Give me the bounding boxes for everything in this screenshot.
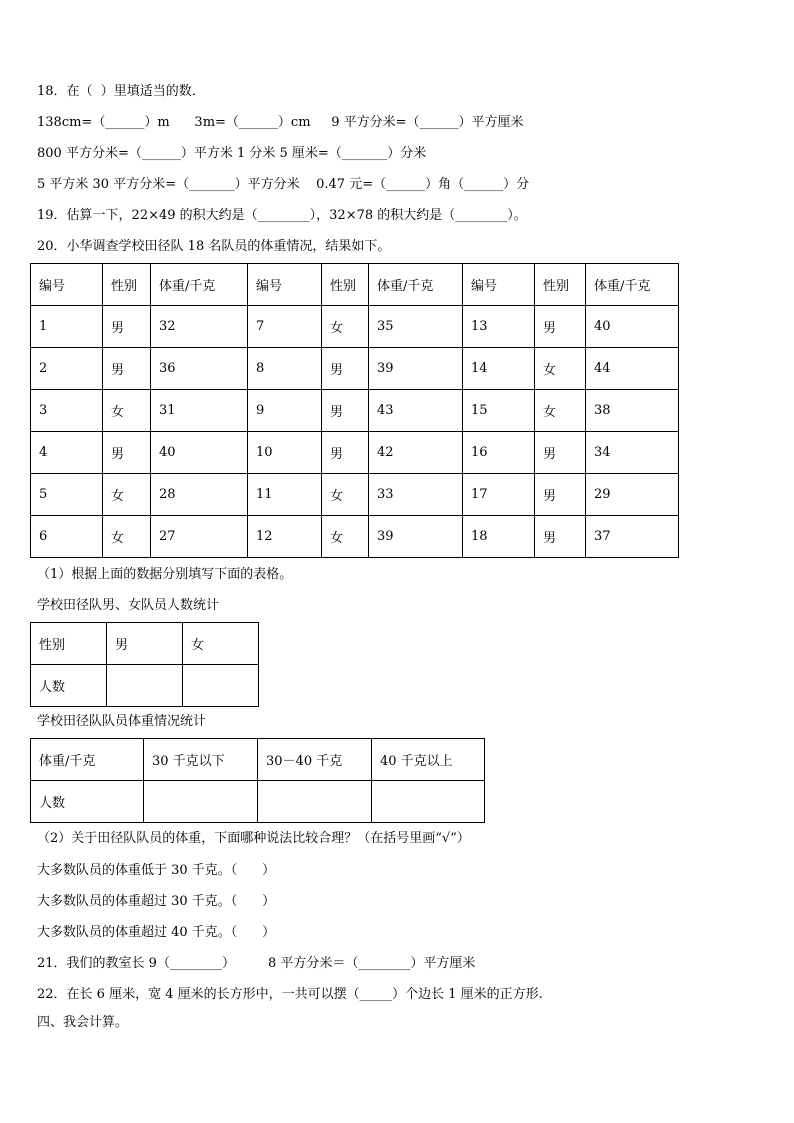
section-4-heading: 四、我会计算。: [37, 1015, 129, 1030]
gender-count-table: [30, 622, 259, 707]
table-cell: 42: [369, 432, 463, 474]
table-cell: 男: [322, 432, 369, 474]
q18-title: 18．在（ ）里填适当的数．: [37, 84, 205, 99]
table-cell: 男: [322, 390, 369, 432]
table-cell: 男: [103, 306, 151, 348]
header-cell: 30－40 千克: [258, 739, 372, 781]
answer-cell[interactable]: [107, 665, 183, 707]
header-cell: 30 千克以下: [144, 739, 258, 781]
header-cell: 女: [183, 623, 259, 665]
table-cell: 37: [586, 516, 679, 558]
table-cell: 33: [369, 474, 463, 516]
option-1: 大多数队员的体重低于 30 千克。（ ）: [37, 863, 276, 878]
q18-line2: 800 平方分米=（______）平方米 1 分米 5 厘米=（_______）分米: [37, 146, 427, 161]
q19-text: 19．估算一下，22×49 的积大约是（________），32×78 的积大约是（________）。: [37, 208, 527, 223]
table-row: [31, 432, 679, 474]
q22-text: 22．在长 6 厘米，宽 4 厘米的长方形中，一共可以摆（_____）个边长 1 厘米的正方形.: [37, 987, 543, 1002]
table-cell: 男: [535, 432, 586, 474]
header-cell: 性别: [31, 623, 107, 665]
header-cell: 40 千克以上: [372, 739, 485, 781]
answer-cell[interactable]: [372, 781, 485, 823]
table-cell: 7: [248, 306, 322, 348]
table-cell: 40: [586, 306, 679, 348]
table-cell: 12: [248, 516, 322, 558]
table-cell: 39: [369, 348, 463, 390]
table-cell: 34: [586, 432, 679, 474]
header-cell: 体重/千克: [369, 264, 463, 306]
table-cell: 男: [103, 432, 151, 474]
table-row: [31, 665, 259, 707]
row-label: 人数: [31, 781, 144, 823]
answer-cell[interactable]: [144, 781, 258, 823]
table-cell: 28: [151, 474, 248, 516]
header-cell: 体重/千克: [586, 264, 679, 306]
table-cell: 女: [322, 516, 369, 558]
table-cell: 9: [248, 390, 322, 432]
q20-intro: 20．小华调查学校田径队 18 名队员的体重情况，结果如下。: [37, 239, 391, 254]
table-cell: 5: [31, 474, 103, 516]
option-3: 大多数队员的体重超过 40 千克。（ ）: [37, 925, 276, 940]
table-cell: 男: [103, 348, 151, 390]
table-cell: 27: [151, 516, 248, 558]
table-cell: 女: [535, 348, 586, 390]
header-cell: 体重/千克: [31, 739, 144, 781]
table-cell: 8: [248, 348, 322, 390]
table-cell: 14: [463, 348, 535, 390]
table-row: [31, 516, 679, 558]
table-row: [31, 348, 679, 390]
header-cell: 编号: [248, 264, 322, 306]
table-cell: 18: [463, 516, 535, 558]
table-cell: 2: [31, 348, 103, 390]
header-cell: 男: [107, 623, 183, 665]
table-cell: 女: [322, 306, 369, 348]
table-row: [31, 306, 679, 348]
table-cell: 35: [369, 306, 463, 348]
header-cell: 编号: [31, 264, 103, 306]
table-cell: 男: [535, 306, 586, 348]
table-cell: 3: [31, 390, 103, 432]
table-cell: 43: [369, 390, 463, 432]
gender-table-caption: 学校田径队男、女队员人数统计: [37, 598, 220, 613]
table-header-row: [31, 264, 679, 306]
header-cell: 体重/千克: [151, 264, 248, 306]
table-row: [31, 474, 679, 516]
table-cell: 16: [463, 432, 535, 474]
answer-cell[interactable]: [183, 665, 259, 707]
q20-part1: （1）根据上面的数据分别填写下面的表格。: [37, 567, 293, 582]
table-cell: 38: [586, 390, 679, 432]
q18-line3: 5 平方米 30 平方分米=（_______）平方分米 0.47 元=（______）角（______）分: [37, 177, 530, 192]
table-cell: 女: [535, 390, 586, 432]
table-cell: 11: [248, 474, 322, 516]
row-label: 人数: [31, 665, 107, 707]
table-header-row: [31, 623, 259, 665]
table-cell: 女: [103, 390, 151, 432]
table-cell: 6: [31, 516, 103, 558]
table-header-row: [31, 739, 485, 781]
table-cell: 13: [463, 306, 535, 348]
weight-stat-table: [30, 738, 485, 823]
table-cell: 17: [463, 474, 535, 516]
table-row: [31, 781, 485, 823]
q21-text: 21．我们的教室长 9（________） 8 平方分米＝（________）平方厘米: [37, 956, 476, 971]
table-cell: 1: [31, 306, 103, 348]
q18-line1: 138cm=（______）m 3m=（______）cm 9 平方分米=（______）平方厘米: [37, 115, 524, 130]
header-cell: 性别: [535, 264, 586, 306]
table-cell: 10: [248, 432, 322, 474]
table-cell: 女: [103, 516, 151, 558]
header-cell: 性别: [322, 264, 369, 306]
answer-cell[interactable]: [258, 781, 372, 823]
table-cell: 40: [151, 432, 248, 474]
table-cell: 36: [151, 348, 248, 390]
option-2: 大多数队员的体重超过 30 千克。（ ）: [37, 894, 276, 909]
table-cell: 29: [586, 474, 679, 516]
table-cell: 32: [151, 306, 248, 348]
table-cell: 女: [322, 474, 369, 516]
table-cell: 44: [586, 348, 679, 390]
table-cell: 男: [535, 516, 586, 558]
weight-stat-caption: 学校田径队队员体重情况统计: [37, 714, 207, 729]
table-cell: 39: [369, 516, 463, 558]
q20-part2: （2）关于田径队队员的体重，下面哪种说法比较合理？（在括号里画“√”）: [37, 831, 470, 846]
table-cell: 4: [31, 432, 103, 474]
table-cell: 15: [463, 390, 535, 432]
weight-data-table: [30, 263, 679, 558]
table-cell: 男: [535, 474, 586, 516]
header-cell: 性别: [103, 264, 151, 306]
table-cell: 女: [103, 474, 151, 516]
table-cell: 男: [322, 348, 369, 390]
table-cell: 31: [151, 390, 248, 432]
table-row: [31, 390, 679, 432]
header-cell: 编号: [463, 264, 535, 306]
